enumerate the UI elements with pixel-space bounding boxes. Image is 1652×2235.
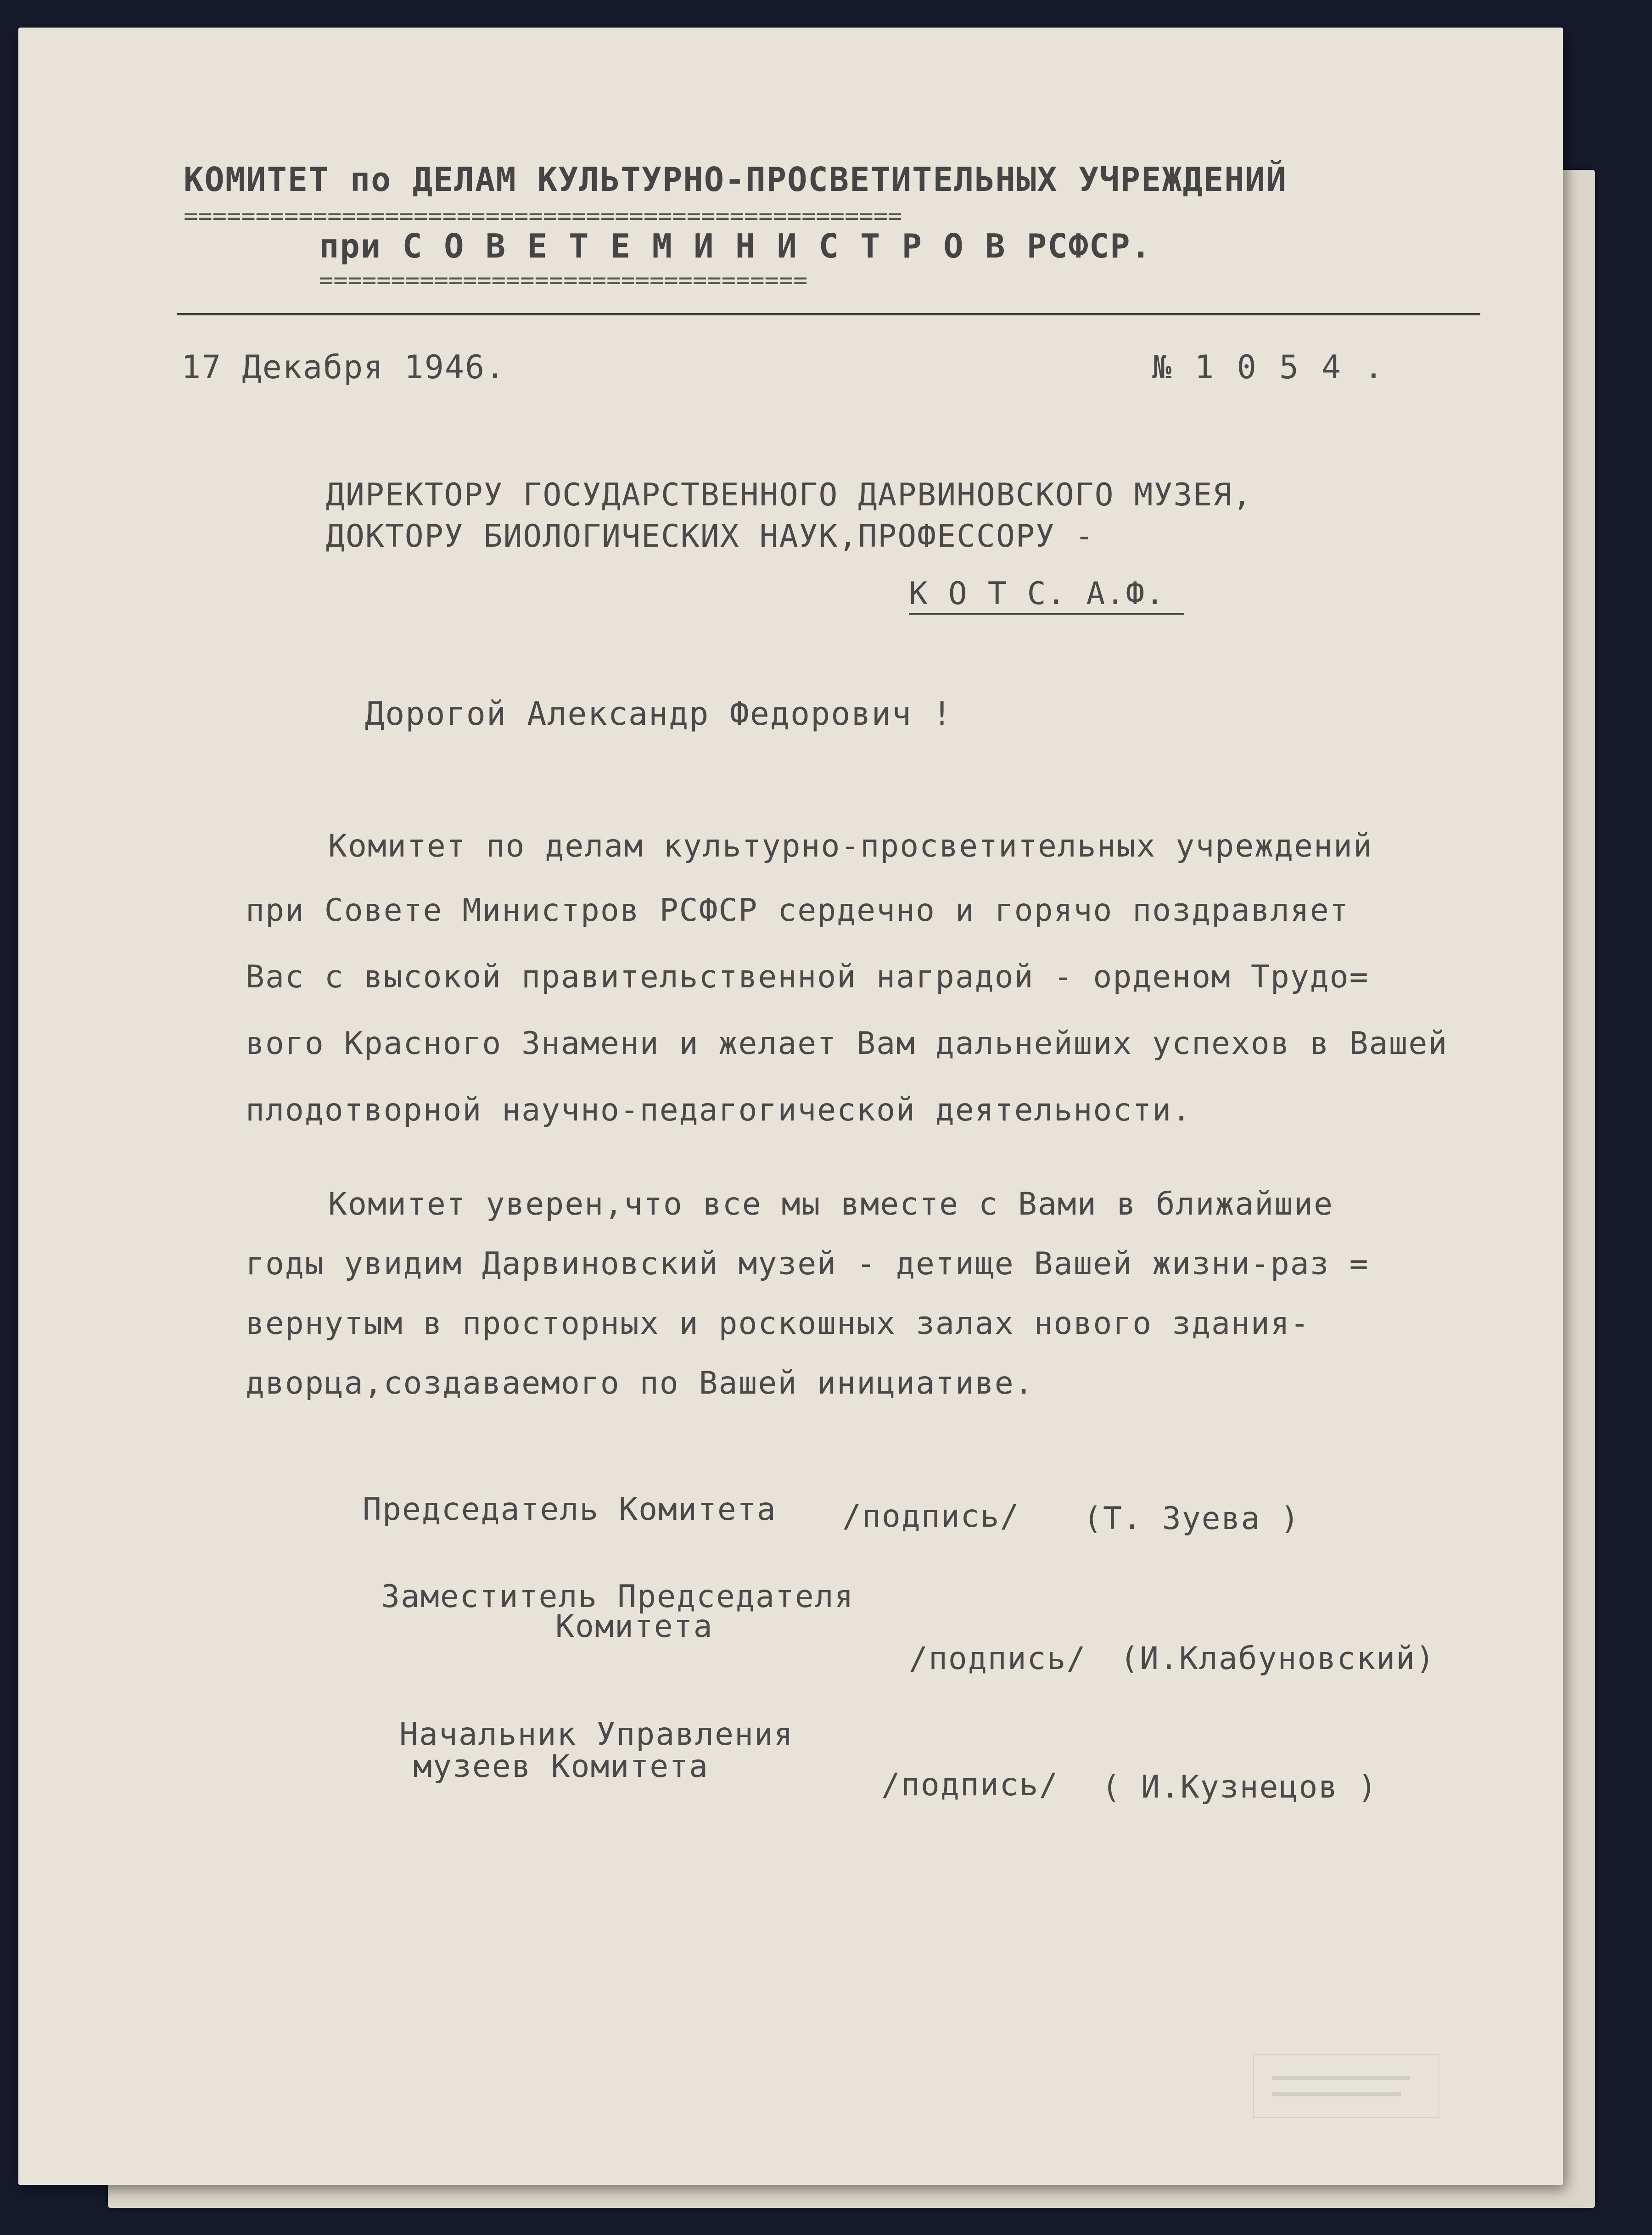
addressee-line-1: ДИРЕКТОРУ ГОСУДАРСТВЕННОГО ДАРВИНОВСКОГО МУЗЕЯ,: [326, 477, 1253, 513]
letter-page: [18, 28, 1563, 2185]
archive-stamp: [1253, 2054, 1439, 2118]
letter-number: № 1 0 5 4 .: [1152, 348, 1385, 386]
paragraph-1-line: Комитет по делам культурно-просветительных учреждений: [328, 828, 1373, 864]
signature-title: музеев Комитета: [413, 1748, 709, 1785]
paragraph-2-line: вернутым в просторных и роскошных залах нового здания-: [246, 1305, 1310, 1342]
letter-date: 17 Декабря 1946.: [181, 348, 506, 386]
signature-title: Начальник Управления: [399, 1716, 794, 1753]
signature-title: Председатель Комитета: [363, 1491, 777, 1528]
letterhead-dash-rule-2: ==================================: [319, 267, 808, 294]
signature-mark: /подпись/: [881, 1767, 1059, 1803]
signatory-name: ( И.Кузнецов ): [1102, 1769, 1378, 1805]
letterhead-committee: КОМИТЕТ по ДЕЛАМ КУЛЬТУРНО-ПРОСВЕТИТЕЛЬНЫХ УЧРЕЖДЕНИЙ: [184, 160, 1287, 199]
signature-mark: /подпись/: [842, 1498, 1020, 1535]
paragraph-1-line: при Совете Министров РСФСР сердечно и горячо поздравляет: [246, 892, 1350, 929]
signature-mark: /подпись/: [909, 1641, 1086, 1677]
paragraph-1-line: Вас с высокой правительственной наградой - орденом Трудо=: [246, 959, 1369, 995]
greeting: Дорогой Александр Федорович !: [365, 695, 953, 733]
paragraph-1-line: вого Красного Знамени и желает Вам дальнейших успехов в Вашей: [246, 1025, 1448, 1062]
letterhead-rule: [177, 313, 1480, 315]
addressee-line-2: ДОКТОРУ БИОЛОГИЧЕСКИХ НАУК,ПРОФЕССОРУ -: [326, 518, 1095, 555]
signature-title: Комитета: [555, 1608, 713, 1645]
signatory-name: (Т. Зуева ): [1083, 1501, 1300, 1537]
paragraph-2-line: Комитет уверен,что все мы вместе с Вами в ближайшие: [328, 1186, 1333, 1222]
paragraph-2-line: годы увидим Дарвиновский музей - детище Вашей жизни-раз =: [246, 1246, 1369, 1282]
paragraph-1-line: плодотворной научно-педагогической деятельности.: [246, 1092, 1192, 1128]
addressee-underline: [909, 613, 1184, 615]
paragraph-2-line: дворца,создаваемого по Вашей инициативе.: [246, 1365, 1034, 1401]
letterhead-dash-rule: ==================================================: [184, 202, 902, 230]
letterhead-council: при С О В Е Т Е М И Н И С Т Р О В РСФСР.: [319, 227, 1152, 265]
signature-title: Заместитель Председателя: [381, 1579, 854, 1615]
signatory-name: (И.Клабуновский): [1120, 1641, 1436, 1677]
addressee-name: К О Т С. А.Ф.: [909, 576, 1165, 612]
